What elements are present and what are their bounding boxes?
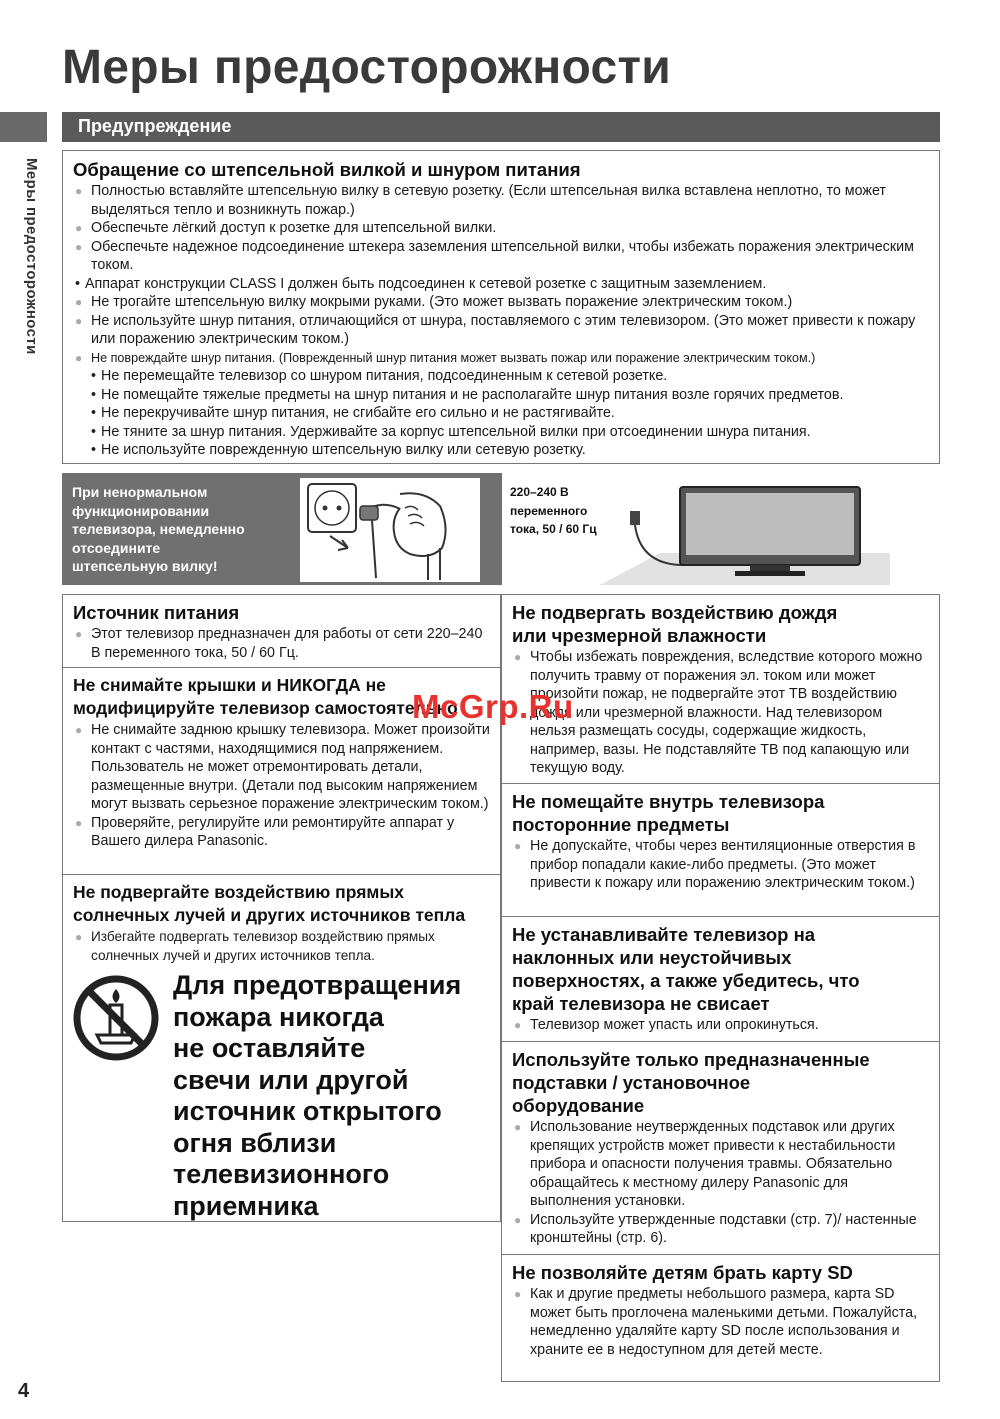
stands-box bbox=[501, 1041, 940, 1255]
candle-warning: Для предотвращения пожара никогда не оставляйте свечи или другой источник открытого огня вблизи телевизионного приемника bbox=[173, 970, 462, 1221]
section-header: Предупреждение bbox=[62, 112, 940, 142]
cord-sub-list bbox=[73, 367, 929, 460]
foreign-objects-box bbox=[501, 783, 940, 917]
voltage-label: 220–240 В переменного тока, 50 / 60 Гц bbox=[510, 485, 597, 536]
list-item: ● Не трогайте штепсельную вилку мокрыми руками. (Это может вызвать поражение электрическим током.) bbox=[73, 293, 929, 312]
sunlight-box bbox=[62, 874, 501, 1222]
tv-power-illustration bbox=[510, 473, 890, 585]
sunlight-title: Не подвергайте воздействию прямых солнечных лучей и других источников тепла bbox=[73, 882, 466, 925]
list-item: ● Не повреждайте шнур питания. (Поврежденный шнур питания может вызвать пожар или поражение электрическим током.) bbox=[73, 349, 929, 368]
list-item: ● Использование неутвержденных подставок или других крепящих устройств может привести к нестабильности прибора и опасности получения травмы. Обязательно обращайтесь к местному дилеру Panasonic для выполнения установки. bbox=[512, 1118, 929, 1211]
list-item: ● Избегайте подвергать телевизор воздействию прямых солнечных лучей и других источников тепла. bbox=[73, 928, 490, 965]
no-candle-icon bbox=[73, 975, 159, 1061]
plug-cord-box bbox=[62, 150, 940, 464]
unplug-warning: При ненормальном функционировании телевизора, немедленно отсоедините штепсельную вилку! bbox=[72, 484, 245, 574]
plug-cord-title: Обращение со штепсельной вилкой и шнуром питания bbox=[73, 159, 581, 180]
stands-title: Используйте только предназначенные подставки / установочное оборудование bbox=[512, 1049, 870, 1116]
sub-item: • Не перемещайте телевизор со шнуром питания, подсоединенным к сетевой розетке. bbox=[73, 367, 929, 386]
unplug-hand-icon bbox=[300, 478, 480, 582]
page-number: 4 bbox=[18, 1380, 30, 1402]
power-supply-box bbox=[62, 594, 501, 668]
rain-title: Не подвергать воздействию дождя или чрезмерной влажности bbox=[512, 602, 838, 646]
side-label: Меры предосторожности bbox=[23, 158, 40, 355]
slope-box bbox=[501, 916, 940, 1042]
list-item: ● Этот телевизор предназначен для работы от сети 220–240 В переменного тока, 50 / 60 Гц. bbox=[73, 625, 490, 662]
sub-item: • Не помещайте тяжелые предметы на шнур питания и не располагайте шнур питания возле горячих предметов. bbox=[73, 386, 929, 405]
covers-title: Не снимайте крышки и НИКОГДА не модифицируйте телевизор самостоятельно bbox=[73, 675, 458, 718]
power-supply-title: Источник питания bbox=[73, 602, 240, 623]
list-item: ● Не снимайте заднюю крышку телевизора. Может произойти контакт с частями, находящимися под напряжением. Пользователь не может отремонтировать детали, размещенные внутри. (Детали под высоким напряжением могут вызвать серьезное поражение электрическим током.) bbox=[73, 721, 490, 814]
list-item: ● Не допускайте, чтобы через вентиляционные отверстия в прибор попадали какие-либо предметы. (Это может привести к пожару или поражению электрическим током.) bbox=[512, 837, 929, 893]
sub-item: • Не используйте поврежденную штепсельную вилку или сетевую розетку. bbox=[73, 441, 929, 460]
list-item: ● Как и другие предметы небольшого размера, карта SD может быть проглочена маленькими детьми. Пожалуйста, немедленно удаляйте карту SD после использования и храните ее в недоступном для детей месте. bbox=[512, 1285, 929, 1359]
list-item: ● Телевизор может упасть или опрокинуться. bbox=[512, 1016, 929, 1035]
list-item: ● Полностью вставляйте штепсельную вилку в сетевую розетку. (Если штепсельная вилка вставлена неплотно, то может выделяться тепло и возникнуть пожар.) bbox=[73, 182, 929, 219]
watermark: McGrp.Ru bbox=[412, 688, 574, 725]
slope-title: Не устанавливайте телевизор на наклонных или неустойчивых поверхностях, а также убедитесь, что край телевизора не свисает bbox=[512, 924, 860, 1014]
foreign-objects-title: Не помещайте внутрь телевизора посторонние предметы bbox=[512, 791, 825, 835]
plug-cord-list bbox=[73, 182, 929, 275]
list-item: ● Обеспечьте надежное подсоединение штекера заземления штепсельной вилки, чтобы избежать поражения электрическим током. bbox=[73, 238, 929, 275]
tv-icon bbox=[600, 473, 890, 585]
plug-sub-list bbox=[57, 275, 929, 294]
sub-item: • Не тяните за шнур питания. Удерживайте за корпус штепсельной вилки при отсоединении шнура питания. bbox=[73, 423, 929, 442]
page-title: Меры предосторожности bbox=[62, 41, 672, 94]
unplug-banner bbox=[62, 473, 502, 585]
list-item: ● Используйте утвержденные подставки (стр. 7)/ настенные кронштейны (стр. 6). bbox=[512, 1211, 929, 1248]
list-item: ● Проверяйте, регулируйте или ремонтируйте аппарат у Вашего дилера Panasonic. bbox=[73, 814, 490, 851]
list-item: ● Чтобы избежать повреждения, вследствие которого можно получить травму от поражения эл. током или может произойти пожар, не подвергайте этот ТВ воздействию дождя или чрезмерной влажности. Над телевизором нельзя размещать сосуды, содержащие жидкость, например, вазы. Не подставляйте ТВ под капающую или текущую воду. bbox=[512, 648, 929, 778]
sd-card-box bbox=[501, 1254, 940, 1382]
list-item: ● Не используйте шнур питания, отличающийся от шнура, поставляемого с этим телевизором. (Это может привести к пожару или поражению электрическим током.) bbox=[73, 312, 929, 349]
plug-cord-list-2 bbox=[73, 293, 929, 367]
side-tab-marker bbox=[0, 112, 47, 142]
sub-item: • Не перекручивайте шнур питания, не сгибайте его сильно и не растягивайте. bbox=[73, 404, 929, 423]
sd-card-title: Не позволяйте детям брать карту SD bbox=[512, 1262, 853, 1283]
sub-item: • Аппарат конструкции CLASS I должен быть подсоединен к сетевой розетке с защитным заземлением. bbox=[57, 275, 929, 294]
list-item: ● Обеспечьте лёгкий доступ к розетке для штепсельной вилки. bbox=[73, 219, 929, 238]
